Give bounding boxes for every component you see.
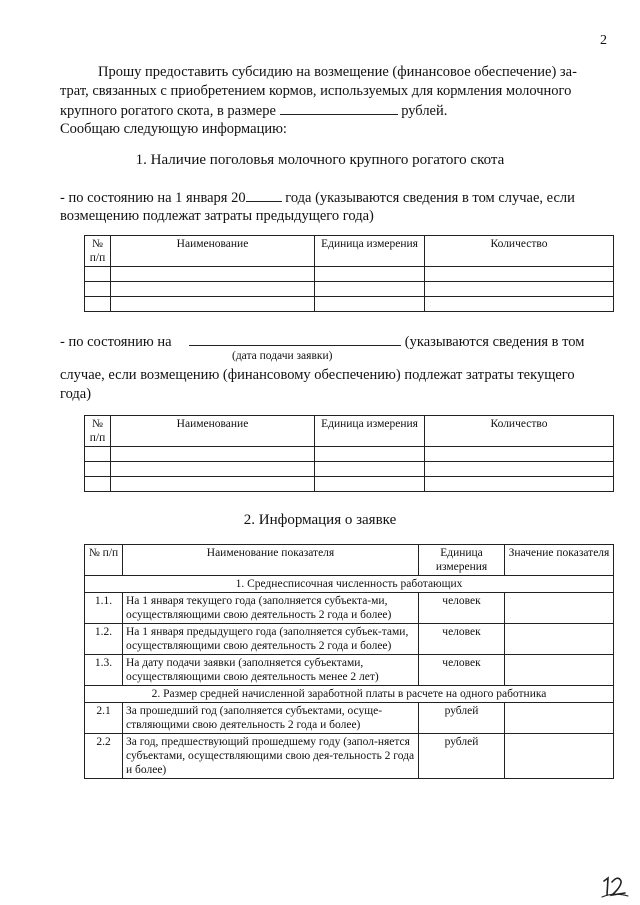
section1-para2-suffix: (указываются сведения в том [404,334,585,350]
row-unit: человек [419,655,505,686]
col-number-header: № п/п [85,416,111,447]
amount-blank[interactable] [280,101,398,115]
livestock-table-previous-year [84,235,614,312]
table-row [85,703,614,734]
col-number-header: № п/п [85,236,111,267]
section1-para1-line2: возмещению подлежат затраты предыдущего года) [60,208,374,224]
section1-para1-prefix: - по состоянию на 1 января 20 [60,190,246,206]
row-value[interactable] [505,624,614,655]
section1-para2-line3: года) [60,386,92,402]
group-headcount: 1. Среднесписочная численность работающих [85,576,614,593]
date-caption: (дата подачи заявки) [232,350,333,362]
livestock-table-current-year [84,415,614,492]
row-unit: человек [419,624,505,655]
col-unit-header: Единица измерения [419,545,505,576]
section1-para2-line2: случае, если возмещению (финансовому обеспечению) подлежат затраты текущего [60,367,575,383]
row-number: 2.2 [85,734,123,779]
col-quantity-header: Количество [425,236,614,267]
request-line-4: Сообщаю следующую информацию: [60,121,287,137]
handwritten-mark [600,873,630,899]
col-indicator-header: Наименование показателя [123,545,419,576]
table-row[interactable] [85,477,614,492]
row-unit: рублей [419,703,505,734]
table-row[interactable] [85,447,614,462]
row-value[interactable] [505,593,614,624]
row-number: 1.1. [85,593,123,624]
request-line-3-suffix: рублей. [401,103,448,119]
table-row [85,624,614,655]
page-number: 2 [600,33,607,48]
row-value[interactable] [505,655,614,686]
table-row [85,734,614,779]
section1-title: 1. Наличие поголовья молочного крупного рогатого скота [135,152,505,168]
row-unit: рублей [419,734,505,779]
row-value[interactable] [505,734,614,779]
table-row[interactable] [85,462,614,477]
col-name-header: Наименование [111,236,315,267]
section2-title: 2. Информация о заявке [243,512,397,528]
row-number: 1.2. [85,624,123,655]
table-row [85,593,614,624]
row-indicator: За прошедший год (заполняется субъектами, осуще-ствляющими свою деятельность 2 года и более) [123,703,419,734]
row-number: 2.1 [85,703,123,734]
row-unit: человек [419,593,505,624]
table-row [85,655,614,686]
request-line-3-prefix: крупного рогатого скота, в размере [60,103,276,119]
row-number: 1.3. [85,655,123,686]
table-row[interactable] [85,282,614,297]
date-blank[interactable] [189,332,401,346]
row-indicator: На дату подачи заявки (заполняется субъектами, осуществляющими свою деятельность менее 2 лет) [123,655,419,686]
col-name-header: Наименование [111,416,315,447]
request-line-3 [60,101,614,121]
col-unit-header: Единица измерения [315,416,425,447]
row-indicator: За год, предшествующий прошедшему году (запол-няется субъектами, осуществляющими свою дея-тельность 2 года и более) [123,734,419,779]
col-unit-header: Единица измерения [315,236,425,267]
table-row[interactable] [85,297,614,312]
application-info-table [84,544,614,779]
col-quantity-header: Количество [425,416,614,447]
section1-para2-prefix: - по состоянию на [60,334,172,350]
section1-para1-suffix: года (указываются сведения в том случае, если [285,190,575,206]
row-indicator: На 1 января текущего года (заполняется субъекта-ми, осуществляющими свою деятельность 2 года и более) [123,593,419,624]
group-salary: 2. Размер средней начисленной заработной платы в расчете на одного работника [85,686,614,703]
year-blank[interactable] [246,188,282,202]
col-value-header: Значение показателя [505,545,614,576]
row-indicator: На 1 января предыдущего года (заполняется субъек-тами, осуществляющими свою деятельность 2 года и более) [123,624,419,655]
request-line-1: Прошу предоставить субсидию на возмещение (финансовое обеспечение) за- [98,64,577,80]
col-number-header: № п/п [85,545,123,576]
request-line-2: трат, связанных с приобретением кормов, используемых для кормления молочного [60,83,572,99]
table-row[interactable] [85,267,614,282]
row-value[interactable] [505,703,614,734]
section1-para1 [60,188,614,208]
section1-para2 [60,332,614,352]
